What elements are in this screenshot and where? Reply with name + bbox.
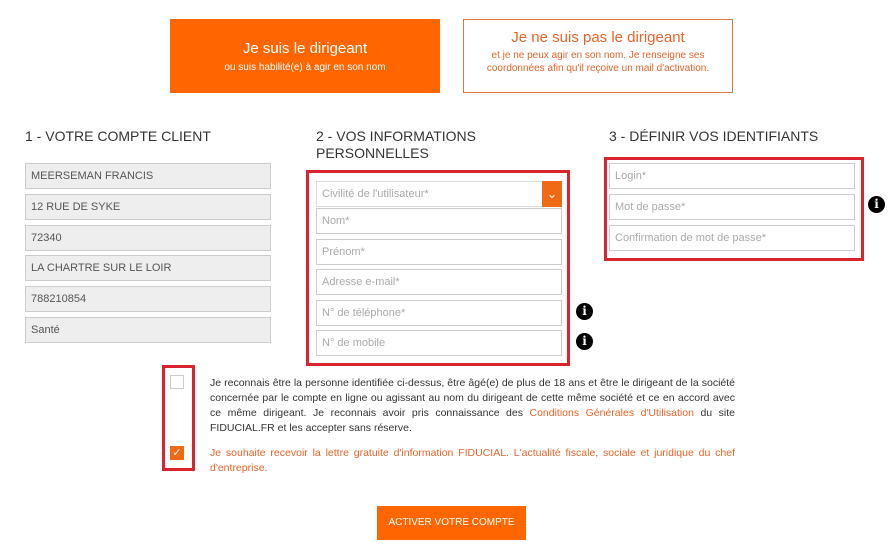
info-icon[interactable]: i — [576, 303, 593, 320]
chevron-down-icon[interactable]: ⌄ — [542, 181, 562, 207]
prenom-input[interactable]: Prénom* — [316, 239, 562, 265]
newsletter-checkbox[interactable]: ✓ — [170, 446, 184, 460]
client-name-field[interactable]: MEERSEMAN FRANCIS — [25, 163, 271, 189]
section3-title: 3 - DÉFINIR VOS IDENTIFIANTS — [609, 128, 819, 144]
client-city-field[interactable]: LA CHARTRE SUR LE LOIR — [25, 255, 271, 281]
telephone-input[interactable]: N° de téléphone* — [316, 300, 562, 326]
consent-text — [210, 376, 735, 436]
non-dirigeant-button[interactable] — [463, 19, 733, 93]
non-dirigeant-subtitle: et je ne peux agir en son nom. Je renseigne ses coordonnées afin qu'il reçoive un mail d'activation. — [486, 50, 710, 74]
dirigeant-subtitle: ou suis habilité(e) à agir en son nom — [224, 62, 386, 73]
consent-text-part: Je reconnais être la personne identifiée ci-dessus, être âgé(e) de plus de 18 ans et être le dirigeant de la société concernée par le compte en ligne ou agissant au nom du dirigeant de cette même société et ce en accord avec ce même dirigeant. Je reconnais avoir pris connaissance des — [210, 377, 735, 419]
section2-title: 2 - VOS INFORMATIONS PERSONNELLES — [316, 128, 476, 161]
consent-text-part: du site FIDUCIAL.FR et les accepter sans réserve. — [210, 407, 735, 434]
consent-checkbox[interactable] — [170, 375, 184, 389]
info-icon[interactable]: i — [576, 333, 593, 350]
section1-title: 1 - VOTRE COMPTE CLIENT — [25, 128, 211, 144]
login-input[interactable]: Login* — [609, 163, 855, 189]
password-input[interactable]: Mot de passe* — [609, 194, 855, 220]
nom-input[interactable]: Nom* — [316, 208, 562, 234]
civilite-placeholder: Civilité de l'utilisateur* — [322, 188, 429, 200]
mobile-input[interactable]: N° de mobile — [316, 330, 562, 356]
client-siren-field[interactable]: 788210854 — [25, 286, 271, 312]
client-postcode-field[interactable]: 72340 — [25, 225, 271, 251]
password-confirm-input[interactable]: Confirmation de mot de passe* — [609, 225, 855, 251]
newsletter-text: Je souhaite recevoir la lettre gratuite d'information FIDUCIAL. L'actualité fiscale, sociale et juridique du chef d'entreprise. — [210, 447, 735, 474]
info-icon[interactable]: i — [868, 196, 885, 213]
client-address-field[interactable]: 12 RUE DE SYKE — [25, 194, 271, 220]
civilite-select[interactable] — [316, 181, 562, 207]
cgu-link[interactable]: Conditions Générales d'Utilisation — [529, 407, 694, 419]
dirigeant-title: Je suis le dirigeant — [242, 40, 368, 57]
non-dirigeant-title: Je ne suis pas le dirigeant — [511, 29, 685, 46]
email-input[interactable]: Adresse e-mail* — [316, 269, 562, 295]
client-sector-field[interactable]: Santé — [25, 317, 271, 343]
activate-account-button[interactable]: ACTIVER VOTRE COMPTE — [377, 506, 526, 540]
dirigeant-button[interactable] — [170, 19, 440, 93]
